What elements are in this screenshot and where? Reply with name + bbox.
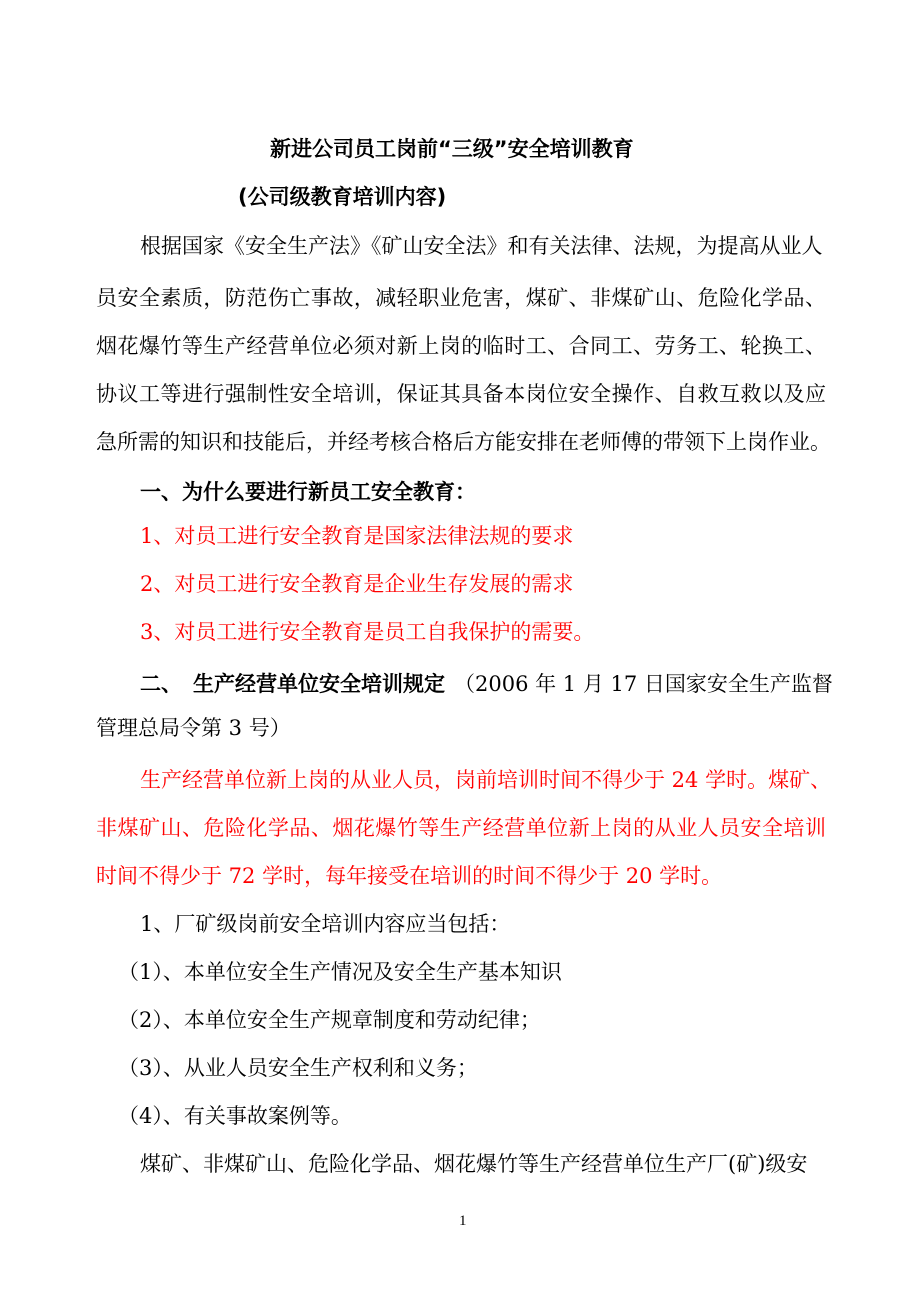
training-hours-line: 生产经营单位新上岗的从业人员，岗前培训时间不得少于 24 学时。煤矿、 bbox=[140, 768, 832, 792]
factory-level-heading: 1、厂矿级岗前安全培训内容应当包括： bbox=[140, 912, 511, 936]
section1-heading: 一、为什么要进行新员工安全教育： bbox=[140, 480, 476, 504]
training-hours-line: 时间不得少于 72 学时，每年接受在培训的时间不得少于 20 学时。 bbox=[96, 864, 723, 888]
section1-item: 3、对员工进行安全教育是员工自我保护的需要。 bbox=[140, 620, 595, 644]
document-subtitle: (公司级教育培训内容) bbox=[238, 185, 447, 209]
section2-number: 二、 bbox=[140, 672, 182, 696]
training-hours-line: 非煤矿山、危险化学品、烟花爆竹等生产经营单位新上岗的从业人员安全培训 bbox=[96, 816, 826, 840]
section2-heading: 生产经营单位安全培训规定 bbox=[193, 672, 445, 696]
intro-line: 根据国家《安全生产法》《矿山安全法》和有关法律、法规，为提高从业人 bbox=[140, 234, 823, 258]
training-content-item: （2）、本单位安全生产规章制度和劳动纪律； bbox=[118, 1008, 541, 1032]
section1-item: 1、对员工进行安全教育是国家法律法规的要求 bbox=[140, 524, 574, 548]
document-title: 新进公司员工岗前“三级”安全培训教育 bbox=[270, 137, 634, 161]
page-number: 1 bbox=[459, 1213, 467, 1229]
training-content-item: （3）、从业人员安全生产权利和义务； bbox=[118, 1056, 478, 1080]
section1-item: 2、对员工进行安全教育是企业生存发展的需求 bbox=[140, 572, 574, 596]
training-content-item: （1）、本单位安全生产情况及安全生产基本知识 bbox=[118, 960, 562, 984]
intro-line: 协议工等进行强制性安全培训，保证其具备本岗位安全操作、自救互救以及应 bbox=[96, 382, 826, 406]
section2-note-continued: 管理总局令第 3 号） bbox=[96, 716, 291, 740]
closing-line: 煤矿、非煤矿山、危险化学品、烟花爆竹等生产经营单位生产厂(矿)级安 bbox=[140, 1152, 808, 1176]
intro-line: 急所需的知识和技能后，并经考核合格后方能安排在老师傅的带领下上岗作业。 bbox=[96, 430, 831, 454]
training-content-item: （4）、有关事故案例等。 bbox=[118, 1104, 352, 1128]
section2-note: （2006 年 1 月 17 日国家安全生产监督 bbox=[454, 672, 833, 696]
intro-line: 员安全素质，防范伤亡事故，减轻职业危害，煤矿、非煤矿山、危险化学品、 bbox=[96, 286, 826, 310]
intro-line: 烟花爆竹等生产经营单位必须对新上岗的临时工、合同工、劳务工、轮换工、 bbox=[96, 334, 826, 358]
